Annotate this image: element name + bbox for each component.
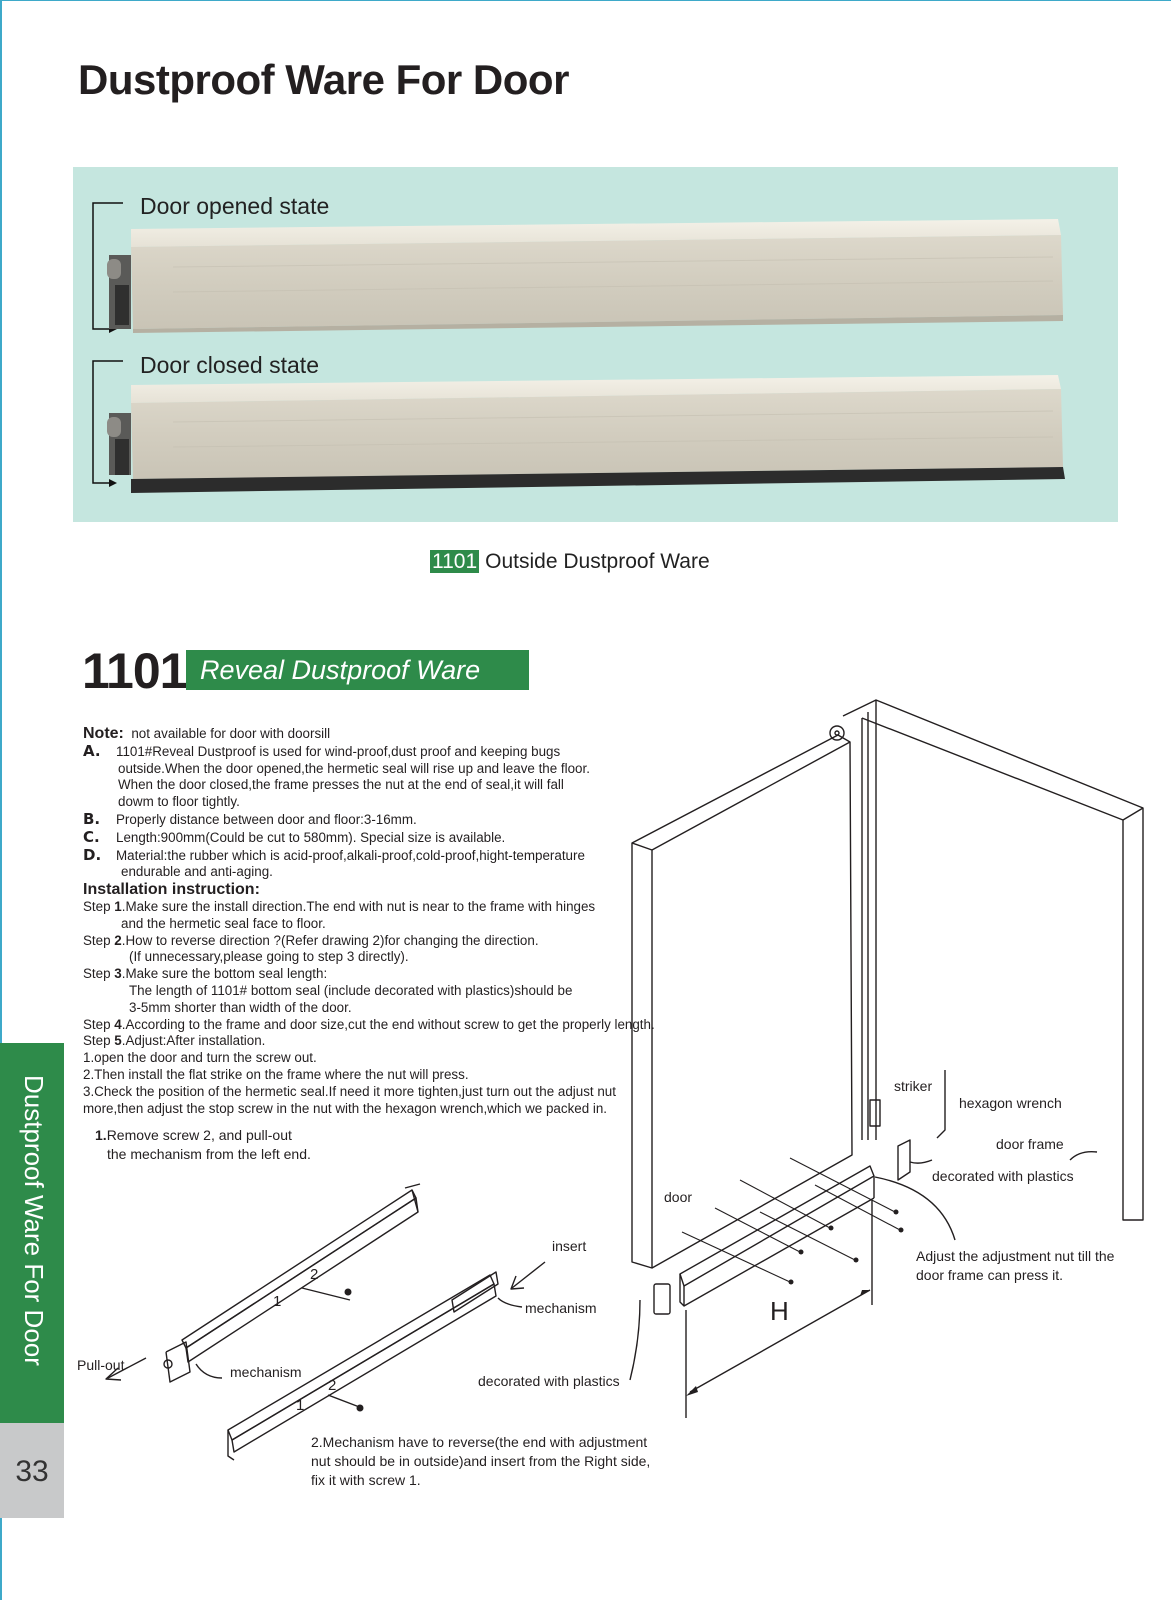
adjust-note-line2: door frame can press it. bbox=[916, 1267, 1064, 1283]
adjust-note-line1: Adjust the adjustment nut till the bbox=[916, 1248, 1115, 1264]
side-tab-text: Dustproof Ware For Door bbox=[19, 1075, 49, 1366]
opened-state-label: Door opened state bbox=[140, 193, 330, 219]
adjust-note bbox=[916, 1247, 1114, 1285]
caption-text: Outside Dustproof Ware bbox=[485, 550, 710, 573]
spec-letter-d: D. bbox=[83, 845, 102, 864]
step5-number: 5 bbox=[114, 1033, 122, 1049]
spec-d-line2: endurable and anti-aging. bbox=[121, 864, 273, 880]
step4-number: 4 bbox=[114, 1016, 122, 1032]
striker-label: striker bbox=[894, 1078, 933, 1094]
model-name: Reveal Dustproof Ware bbox=[200, 655, 481, 685]
step4-text: .According to the frame and door size,cut the end without screw to get the properly length. bbox=[121, 1016, 655, 1032]
step2-text: .How to reverse direction ?(Refer drawing 2)for changing the direction. bbox=[121, 932, 539, 948]
step1-prefix: Step bbox=[83, 898, 115, 914]
step4-prefix: Step bbox=[83, 1016, 115, 1032]
adjust-sub3-line1: 3.Check the position of the hermetic seal.If need it more tighten,just turn out the adjust nut bbox=[83, 1083, 616, 1099]
spec-a-line4: dowm to floor tightly. bbox=[118, 794, 240, 810]
step3-line2: The length of 1101# bottom seal (include decorated with plastics)should be bbox=[129, 982, 573, 998]
h-dimension-label: H bbox=[770, 1296, 789, 1326]
adjust-sub1: 1.open the door and turn the screw out. bbox=[83, 1050, 317, 1066]
mechanism-left-label: mechanism bbox=[230, 1364, 302, 1380]
closed-state-label: Door closed state bbox=[140, 352, 319, 378]
screw-2-label: 2 bbox=[310, 1266, 319, 1283]
note-label: Note: bbox=[83, 725, 124, 742]
screw-1-label: 1 bbox=[273, 1293, 282, 1310]
diagram-step2-line3: fix it with screw 1. bbox=[311, 1472, 421, 1488]
step2-prefix: Step bbox=[83, 932, 115, 948]
page-title: Dustproof Ware For Door bbox=[78, 56, 569, 103]
step1-number: 1 bbox=[114, 898, 122, 914]
screws-drawing bbox=[682, 1158, 900, 1282]
door-frame-drawing bbox=[843, 700, 1143, 1220]
diagram-step2-line2: nut should be in outside)and insert from the Right side, bbox=[311, 1453, 651, 1469]
spec-b-text: Properly distance between door and floor:3-16mm. bbox=[116, 811, 417, 827]
diagram-step1-number: 1. bbox=[95, 1127, 107, 1143]
page-number: 33 bbox=[15, 1455, 49, 1488]
insert-label: insert bbox=[552, 1238, 587, 1254]
door-label: door bbox=[664, 1189, 693, 1205]
mechanism-drawing-1 bbox=[164, 1184, 420, 1382]
step3-text: .Make sure the bottom seal length: bbox=[121, 966, 328, 982]
note-text: not available for door with doorsill bbox=[131, 726, 331, 741]
step3-prefix: Step bbox=[83, 966, 115, 982]
decorated-right-label: decorated with plastics bbox=[932, 1168, 1074, 1184]
diagram-step2-line1: 2.Mechanism have to reverse(the end with adjustment bbox=[311, 1434, 648, 1450]
spec-c-text: Length:900mm(Could be cut to 580mm). Special size is available. bbox=[116, 829, 506, 845]
diagram-step1-line2: the mechanism from the left end. bbox=[107, 1146, 311, 1162]
spec-a-line3: When the door closed,the frame presses the nut at the end of seal,it will fall bbox=[118, 777, 564, 793]
pull-out-label: Pull-out bbox=[77, 1357, 125, 1373]
caption-code-badge: 1101 bbox=[432, 550, 478, 573]
spec-letter-c: C. bbox=[83, 827, 100, 846]
diagram-step1-line1: Remove screw 2, and pull-out bbox=[106, 1127, 292, 1143]
step5-text: .Adjust:After installation. bbox=[121, 1033, 266, 1049]
step3-line3: 3-5mm shorter than width of the door. bbox=[129, 999, 352, 1015]
step1-line2: and the hermetic seal face to floor. bbox=[121, 915, 326, 931]
door-frame-label: door frame bbox=[996, 1136, 1064, 1152]
adjust-sub2: 2.Then install the flat strike on the frame where the nut will press. bbox=[83, 1066, 469, 1082]
diagram-step1-note bbox=[95, 1126, 311, 1164]
step3-number: 3 bbox=[114, 966, 122, 982]
step2-line2: (If unnecessary,please going to step 3 directly). bbox=[129, 949, 409, 965]
spec-a-line1: 1101#Reveal Dustproof is used for wind-proof,dust proof and keeping bugs bbox=[116, 743, 561, 759]
hexagon-wrench-label: hexagon wrench bbox=[959, 1095, 1062, 1111]
spec-d-line1: Material:the rubber which is acid-proof,alkali-proof,cold-proof,hight-temperature bbox=[116, 847, 585, 863]
adjust-sub3-line2: more,then adjust the stop screw in the nut with the hexagon wrench,which we packed in. bbox=[83, 1100, 608, 1116]
step5-prefix: Step bbox=[83, 1033, 115, 1049]
spec-letter-b: B. bbox=[83, 809, 101, 828]
screw-2b-label: 2 bbox=[328, 1377, 337, 1394]
spec-a-line2: outside.When the door opened,the hermetic seal will rise up and leave the floor. bbox=[118, 760, 590, 776]
decorated-bottom-label: decorated with plastics bbox=[478, 1373, 620, 1389]
model-number: 1101 bbox=[82, 643, 187, 699]
step2-number: 2 bbox=[114, 932, 122, 948]
spec-letter-a: A. bbox=[83, 741, 101, 760]
screw-1b-label: 1 bbox=[296, 1397, 305, 1414]
mechanism-right-label: mechanism bbox=[525, 1300, 597, 1316]
install-heading: Installation instruction: bbox=[83, 881, 260, 899]
diagram-step2-note bbox=[311, 1433, 650, 1490]
step1-text: .Make sure the install direction.The end with nut is near to the frame with hinges bbox=[121, 898, 596, 914]
